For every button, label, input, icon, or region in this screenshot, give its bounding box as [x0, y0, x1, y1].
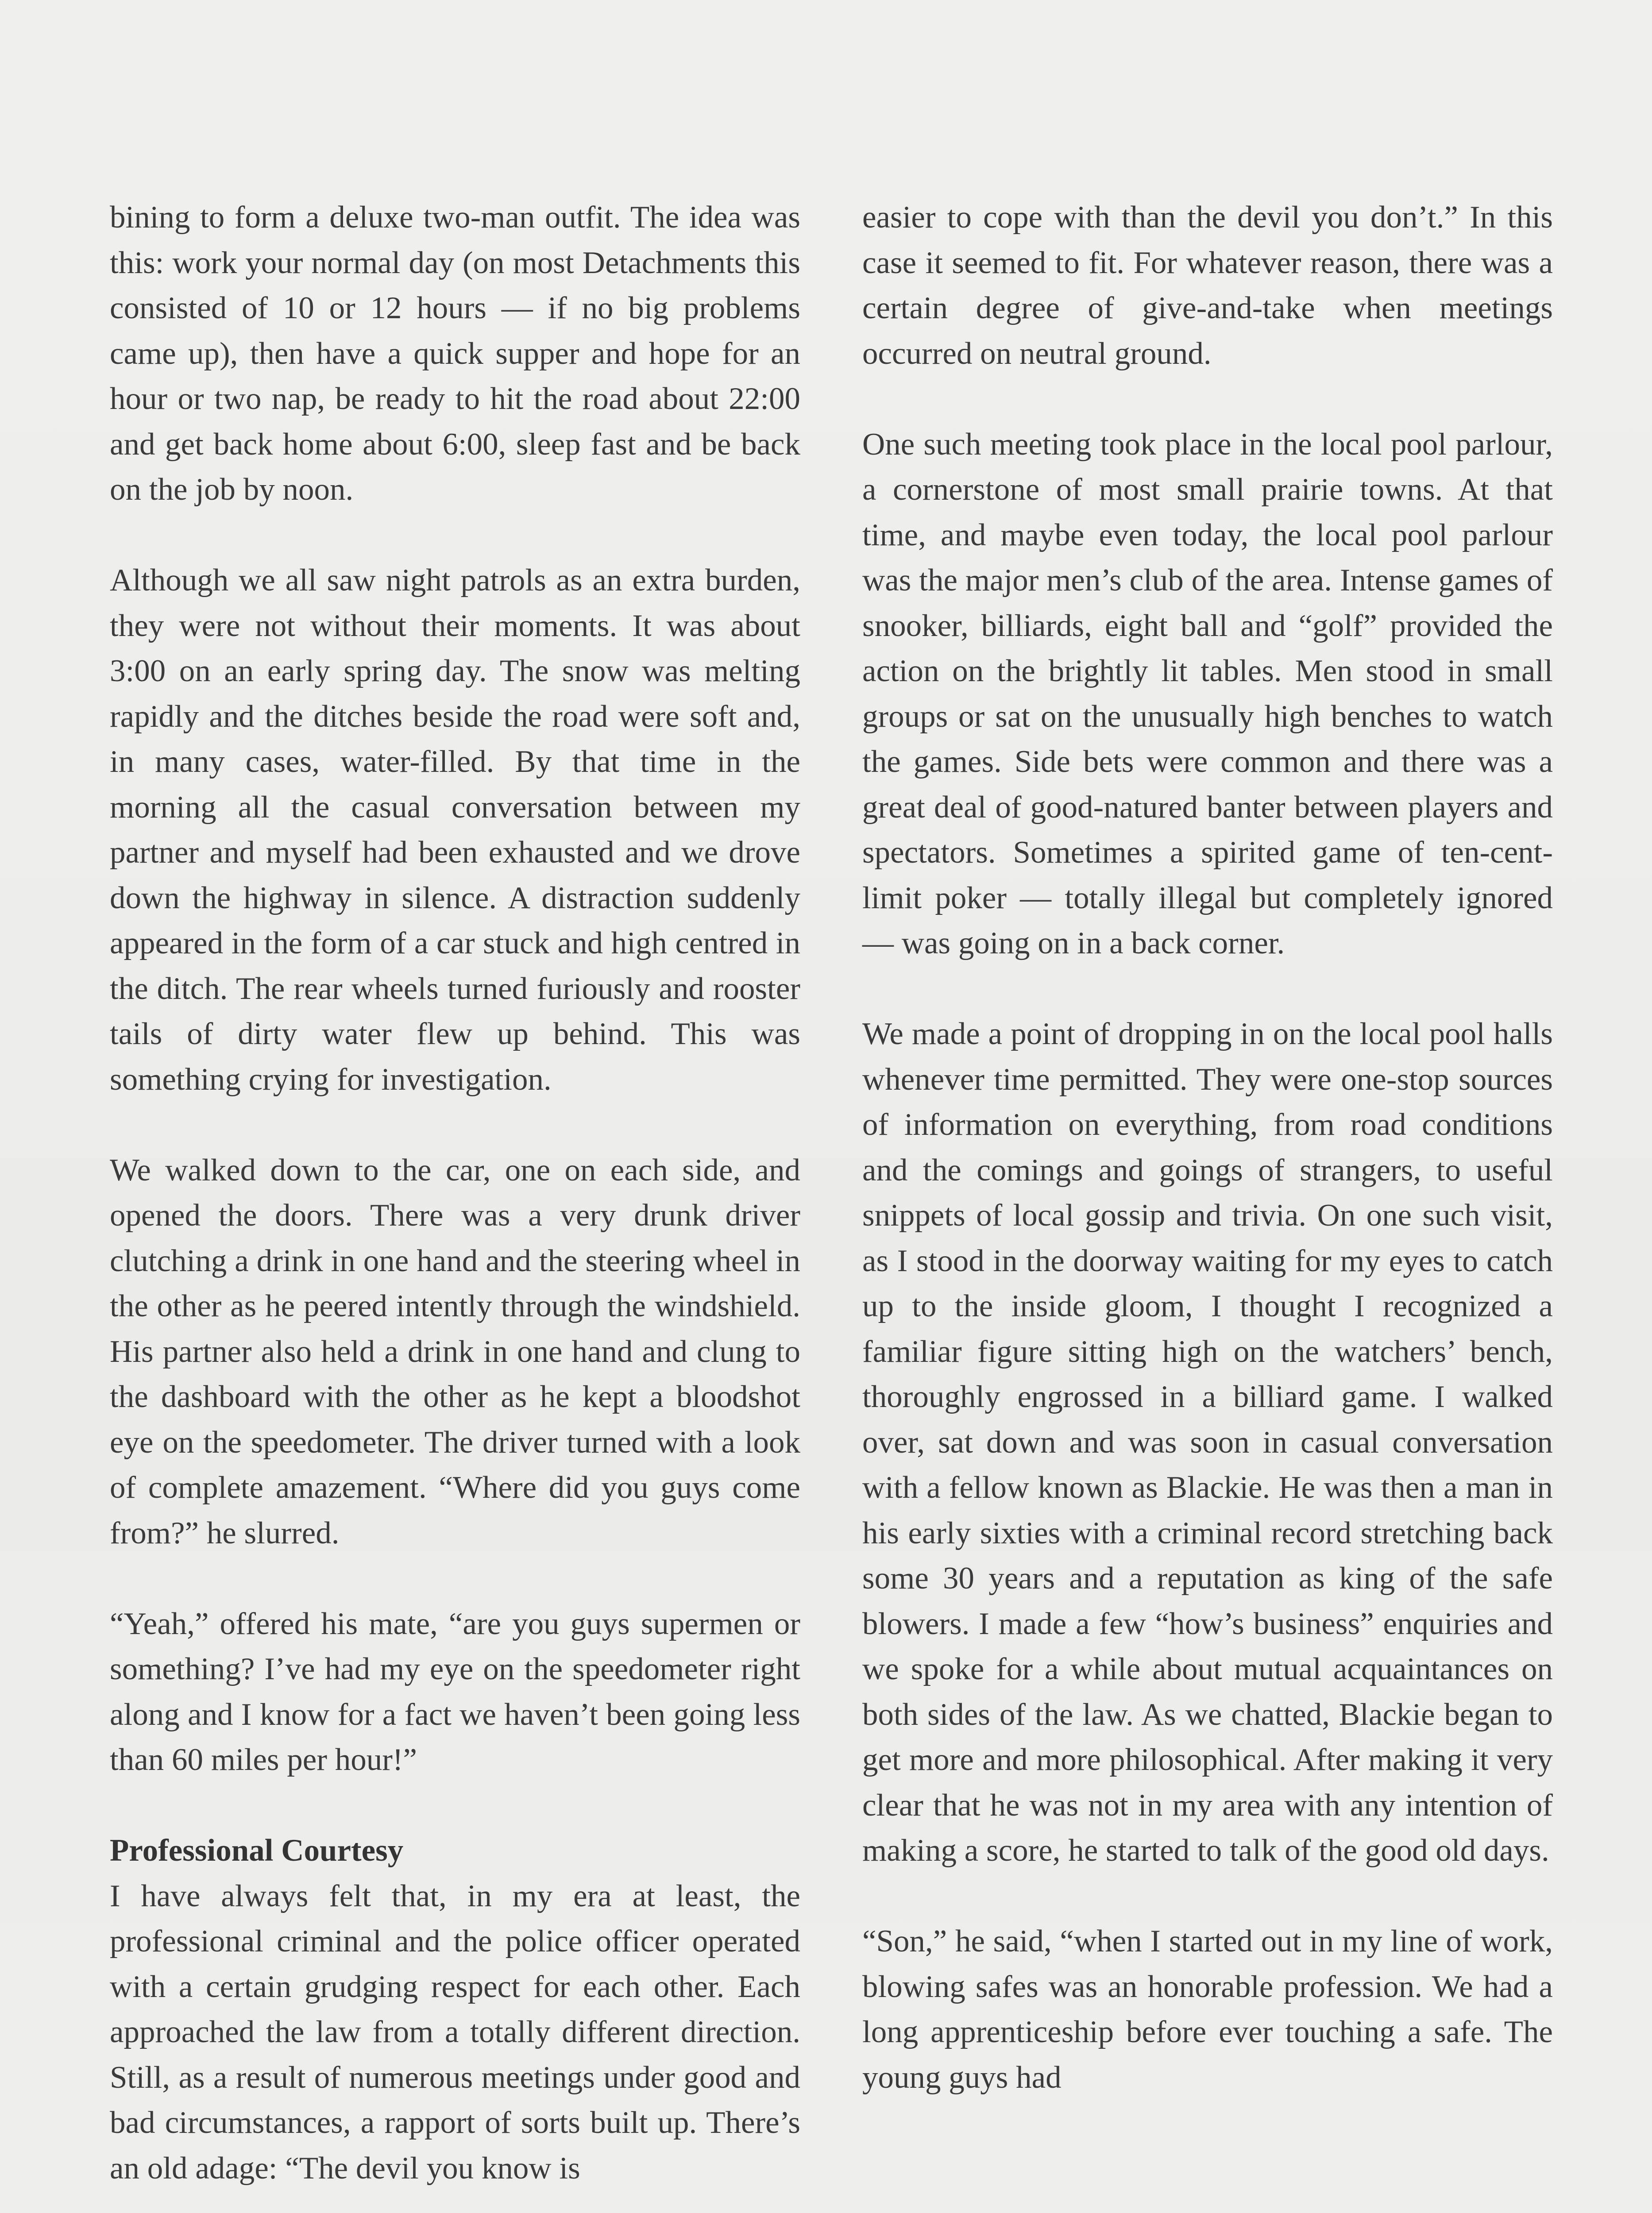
left-column [110, 195, 800, 2191]
paragraph: easier to cope with than the devil you don’t.” In this case it seemed to fit. For whatever reason, there was a certain degree of give-and-take when meetings occurred on neutral ground. [862, 200, 1553, 371]
paragraph: “Yeah,” offered his mate, “are you guys supermen or something? I’ve had my eye on the speedometer right along and I know for a fact we haven’t been going less than 60 miles per hour!” [110, 1606, 800, 1777]
paragraph: We made a point of dropping in on the local pool halls whenever time permitted. They were one-stop sources of information on everything, from road conditions and the comings and goings of strangers, to useful snippets of local gossip and trivia. On one such visit, as I stood in the doorway waiting for my eyes to catch up to the inside gloom, I thought I recognized a familiar figure sitting high on the watchers’ bench, thoroughly engrossed in a billiard game. I walked over, sat down and was soon in casual conversation with a fellow known as Blackie. He was then a man in his early sixties with a criminal record stretching back some 30 years and a reputation as king of the safe blowers. I made a few “how’s business” enquiries and we spoke for a while about mutual acquaintances on both sides of the law. As we chatted, Blackie began to get more and more philosophical. After making it very clear that he was not in my area with any intention of making a score, he started to talk of the good old days. [862, 1017, 1553, 1868]
paragraph: Although we all saw night patrols as an extra burden, they were not without their moments. It was about 3:00 on an early spring day. The snow was melting rapidly and the ditches beside the road were soft and, in many cases, water-filled. By that time in the morning all the casual conversation between my partner and myself had been exhausted and we drove down the highway in silence. A distraction suddenly appeared in the form of a car stuck and high centred in the ditch. The rear wheels turned furiously and rooster tails of dirty water flew up behind. This was something crying for investigation. [110, 563, 800, 1097]
paragraph: I have always felt that, in my era at least, the professional criminal and the police officer operated with a certain grudging respect for each other. Each approached the law from a totally different direction. Still, as a result of numerous meetings under good and bad circumstances, a rapport of sorts built up. There’s an old adage: “The devil you know is [110, 1878, 800, 2186]
paragraph: One such meeting took place in the local pool parlour, a cornerstone of most small prairie towns. At that time, and maybe even today, the local pool parlour was the major men’s club of the area. Intense games of snooker, billiards, eight ball and “golf” provided the action on the brightly lit tables. Men stood in small groups or sat on the unusually high benches to watch the games. Side bets were common and there was a great deal of good-natured banter between players and spectators. Sometimes a spirited game of ten-cent-limit poker — totally illegal but completely ignored — was going on in a back corner. [862, 427, 1553, 960]
paragraph: bining to form a deluxe two-man outfit. The idea was this: work your normal day (on most Detachments this consisted of 10 or 12 hours — if no big problems came up), then have a quick supper and hope for an hour or two nap, be ready to hit the road about 22:00 and get back home about 6:00, sleep fast and be back on the job by noon. [110, 200, 800, 507]
section-heading: Professional Courtesy [110, 1833, 404, 1868]
right-column [862, 195, 1553, 2100]
paragraph: “Son,” he said, “when I started out in my line of work, blowing safes was an honorable profession. We had a long apprenticeship before ever touching a safe. The young guys had [862, 1924, 1553, 2095]
paragraph: We walked down to the car, one on each side, and opened the doors. There was a very drunk driver clutching a drink in one hand and the steering wheel in the other as he peered intently through the windshield. His partner also held a drink in one hand and clung to the dashboard with the other as he kept a bloodshot eye on the speedometer. The driver turned with a look of complete amazement. “Where did you guys come from?” he slurred. [110, 1153, 800, 1550]
section [110, 1828, 800, 2191]
